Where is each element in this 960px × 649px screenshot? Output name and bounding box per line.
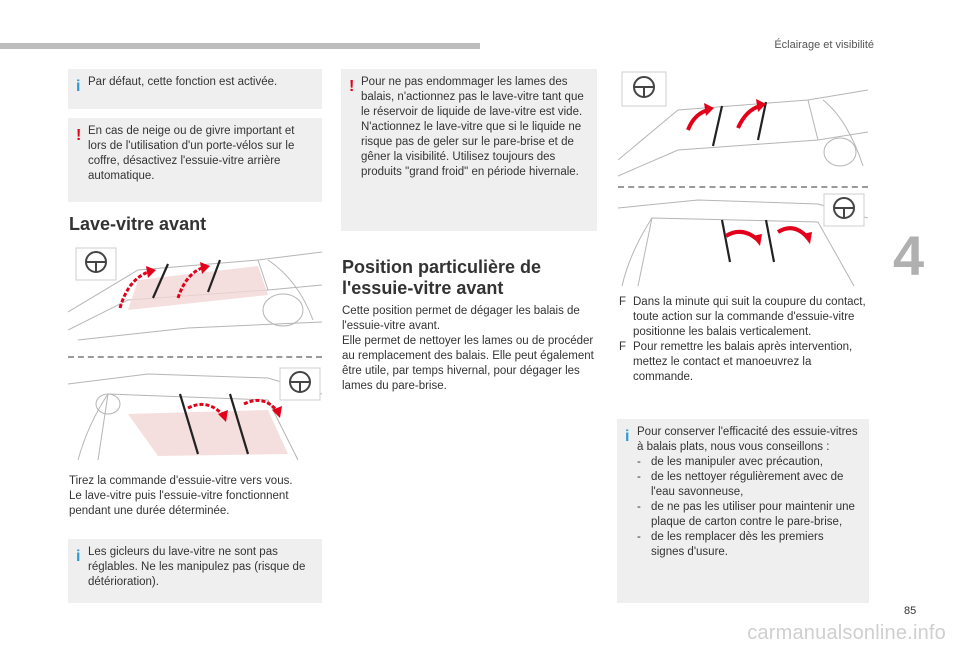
warning-icon: ! [76, 127, 82, 144]
info-icon: i [625, 428, 630, 445]
steering-wheel-icon [824, 194, 864, 226]
header-bar [0, 43, 480, 49]
warning-text: En cas de neige ou de givre important et lors de l'utilisation d'un porte-vélos sur le coffre, désactivez l'essuie-vitre arrière automatique. [88, 125, 295, 182]
position-text-2: Elle permet de nettoyer les lames ou de procéder au remplacement des balais. Elle peut également être utile, par temps hivernal, pour dégager les lames du pare-brise. [342, 335, 594, 392]
illustration-washer-top [68, 240, 322, 350]
section-heading-lave-vitre: Lave-vitre avant [69, 214, 207, 234]
steering-wheel-icon [280, 368, 320, 400]
list-item: - de ne pas les utiliser pour maintenir une plaque de carton contre le pare-brise, [637, 501, 855, 528]
info-intro: Pour conserver l'efficacité des essuie-vitres à balais plats, nous vous conseillons : [637, 426, 858, 453]
info-box-nozzles [68, 539, 322, 603]
bullet-item [619, 295, 869, 340]
chapter-number: 4 [893, 224, 925, 287]
warning-text-2: N'actionnez le lave-vitre que si le liquide ne risque pas de geler sur le pare-brise et de gêner la visibilité. Utilisez toujours des produits "grand froid" en période hivernale. [361, 121, 582, 178]
warning-icon: ! [349, 78, 355, 95]
warning-box-washer [341, 69, 597, 231]
bullet-marker: F [619, 296, 627, 308]
info-box-wiper-care [617, 419, 869, 603]
list-item: - de les nettoyer régulièrement avec de l'eau savonneuse, [637, 471, 844, 498]
illustration-wiper-down [618, 192, 868, 288]
chapter-title: Éclairage et visibilité [774, 39, 874, 51]
list-item: - de les manipuler avec précaution, [637, 456, 823, 468]
bullet-marker: F [619, 341, 627, 353]
list-item: - de les remplacer dès les premiers signes d'usure. [637, 531, 824, 558]
info-icon: i [76, 78, 81, 95]
steering-wheel-icon [76, 248, 116, 280]
info-text: Par défaut, cette fonction est activée. [88, 76, 278, 88]
position-text-1: Cette position permet de dégager les balais de l'essuie-vitre avant. [342, 305, 580, 332]
info-icon: i [76, 548, 81, 565]
illustration-washer-bottom [68, 364, 322, 462]
info-box-default [68, 69, 322, 109]
steering-wheel-icon [622, 72, 666, 106]
washer-instruction-2: Le lave-vitre puis l'essuie-vitre fonctionnent pendant une durée déterminée. [69, 490, 289, 517]
watermark: carmanualsonline.info [747, 622, 946, 644]
illustration-wiper-up [618, 70, 868, 182]
bullet-text: Dans la minute qui suit la coupure du contact, toute action sur la commande d'essuie-vitre positionne les balais verticalement. [633, 296, 866, 338]
bullet-text: Pour remettre les balais après intervention, mettez le contact et manoeuvrez la commande. [633, 341, 853, 383]
position-paragraph [342, 304, 598, 394]
info-text: Les gicleurs du lave-vitre ne sont pas réglables. Ne les manipulez pas (risque de détérioration). [88, 546, 306, 588]
separator-dashed [68, 356, 322, 358]
page-number: 85 [904, 605, 917, 617]
section-heading-position: Position particulière de l'essuie-vitre avant [342, 257, 542, 298]
bullet-item [619, 340, 869, 385]
washer-instruction-1: Tirez la commande d'essuie-vitre vers vous. [69, 475, 293, 487]
warning-box-snow [68, 118, 322, 202]
warning-text-1: Pour ne pas endommager les lames des balais, n'actionnez pas le lave-vitre tant que le réservoir de liquide de lave-vitre est vide. [361, 76, 584, 118]
care-list [637, 455, 859, 560]
separator-dashed [618, 186, 868, 188]
wiper-position-bullets [619, 295, 869, 385]
